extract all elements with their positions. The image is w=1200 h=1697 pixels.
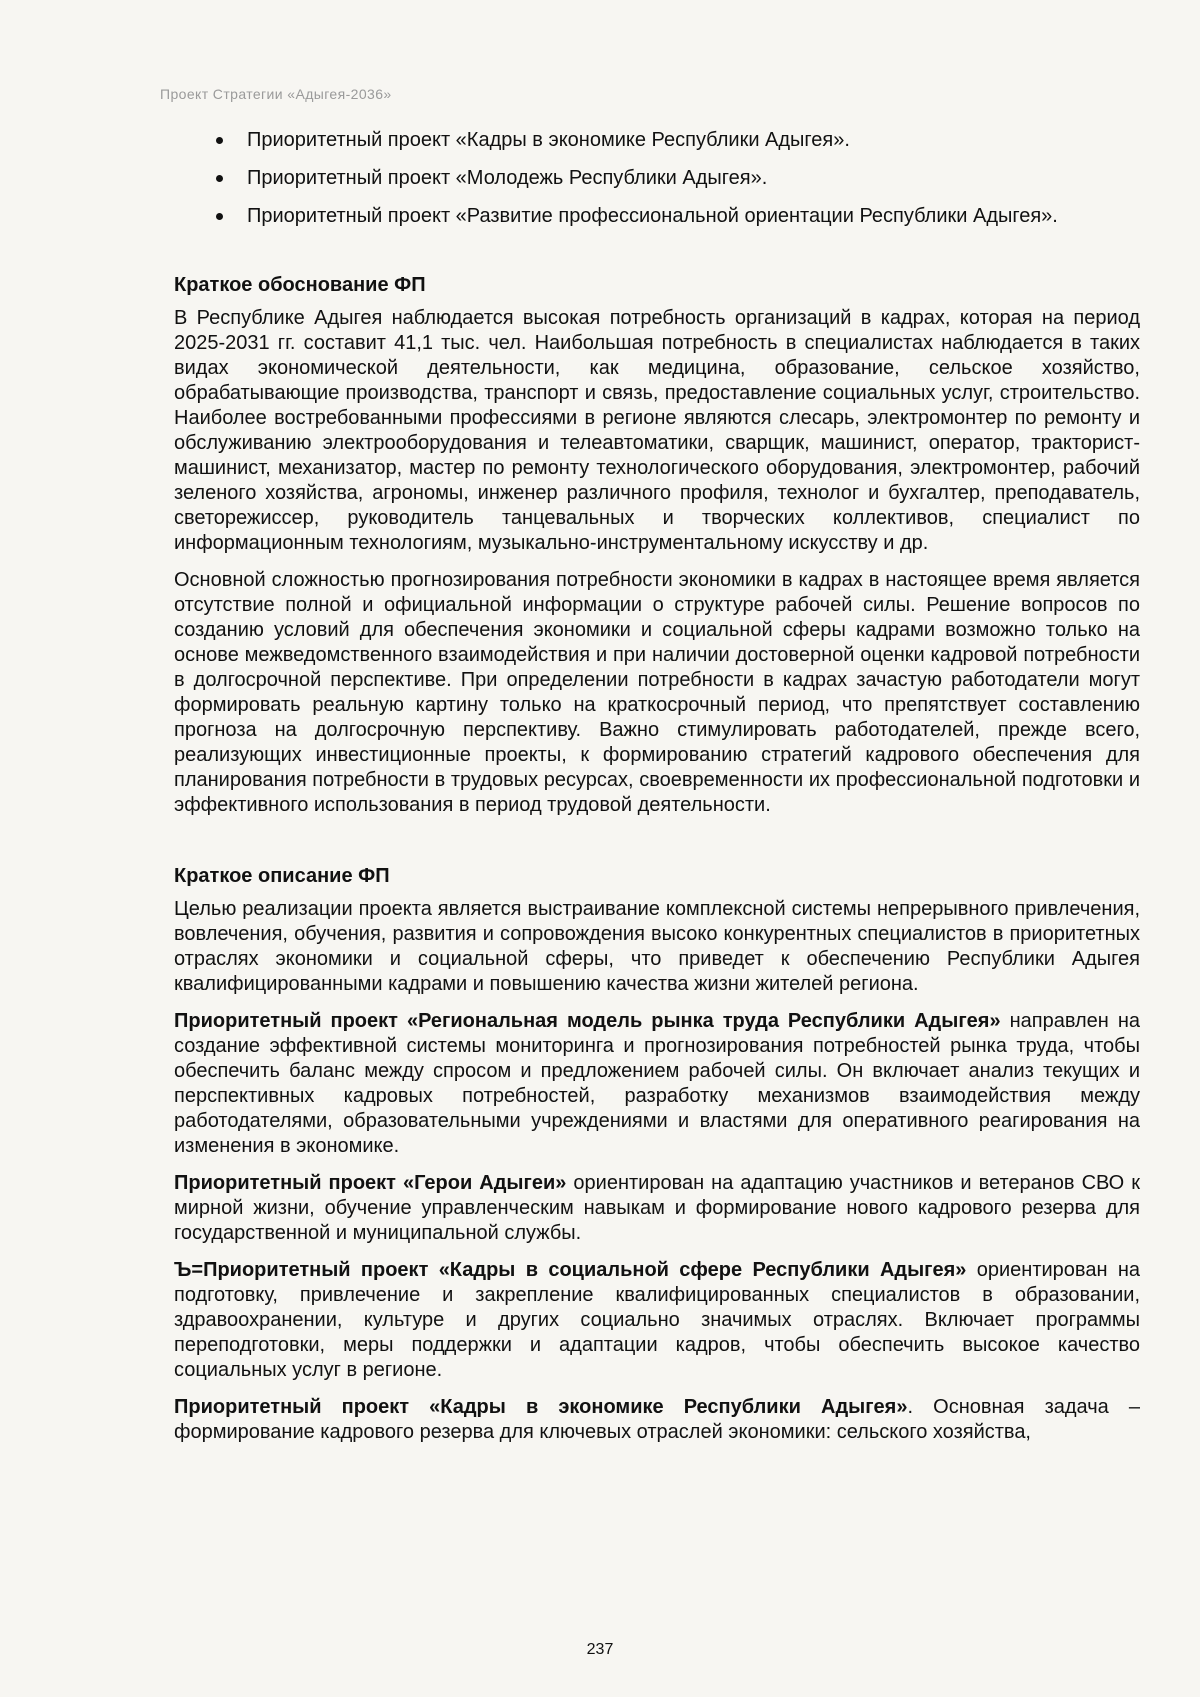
project-paragraph [174, 1258, 1140, 1383]
paragraph: Целью реализации проекта является выстраивание комплексной системы непрерывного привлечения, вовлечения, обучения, развития и сопровождения высоко конкурентных специалистов в приоритетных отраслях экономики и социальной сферы, что приведет к обеспечению Республики Адыгея квалифицированными кадрами и повышению качества жизни жителей региона. [174, 898, 1140, 995]
project-text: направлен на создание эффективной системы мониторинга и прогнозирования потребностей рынка труда, чтобы обеспечить баланс между спросом и предложением рабочей силы. Он включает анализ текущих и перспективных кадровых потребностей, разработку механизмов взаимодействия между работодателями, образовательными учреждениями и властями для оперативного реагирования на изменения в экономике. [174, 1010, 1140, 1157]
list-item-text: Приоритетный проект «Развитие профессиональной ориентации Республики Адыгея». [247, 205, 1058, 227]
project-paragraph [174, 1009, 1140, 1159]
bullet-icon [216, 213, 223, 220]
section-heading-justification: Краткое обоснование ФП [174, 274, 426, 296]
project-paragraph [174, 1395, 1140, 1445]
list-item [174, 204, 1140, 229]
running-header: Проект Стратегии «Адыгея-2036» [160, 86, 392, 102]
project-text: . Основная задача – формирование кадрового резерва для ключевых отраслей экономики: сельского хозяйства, [174, 1396, 1141, 1443]
page-content [174, 128, 1140, 1457]
list-item-text: Приоритетный проект «Кадры в экономике Республики Адыгея». [247, 129, 850, 151]
project-paragraph [174, 1171, 1140, 1246]
paragraph: Основной сложностью прогнозирования потребности экономики в кадрах в настоящее время является отсутствие полной и официальной информации о структуре рабочей силы. Решение вопросов по созданию условий для обеспечения экономики и социальной сферы кадрами возможно только на основе межведомственного взаимодействия и при наличии достоверной оценки кадровой потребности в долгосрочной перспективе. При определении потребности в кадрах зачастую работодатели могут формировать реальную картину только на краткосрочный период, что препятствует составлению прогноза на долгосрочную перспективу. Важно стимулировать работодателей, прежде всего, реализующих инвестиционные проекты, к формированию стратегий кадрового обеспечения для планирования потребности в трудовых ресурсах, своевременности их профессиональной подготовки и эффективного использования в период трудовой деятельности. [174, 569, 1140, 816]
project-title: Приоритетный проект «Региональная модель рынка труда Республики Адыгея» [174, 1010, 1001, 1032]
project-title: Ъ=Приоритетный проект «Кадры в социальной сфере Республики Адыгея» [174, 1259, 967, 1281]
list-item [174, 128, 1140, 153]
list-item-text: Приоритетный проект «Молодежь Республики Адыгея». [247, 167, 768, 189]
paragraph: В Республике Адыгея наблюдается высокая потребность организаций в кадрах, которая на период 2025-2031 гг. составит 41,1 тыс. чел. Наибольшая потребность в специалистах наблюдается в таких видах экономической деятельности, как медицина, образование, сельское хозяйство, обрабатывающие производства, транспорт и связь, предоставление социальных услуг, строительство. Наиболее востребованными профессиями в регионе являются слесарь, электромонтер по ремонту и обслуживанию электрооборудования и телеавтоматики, сварщик, машинист, оператор, тракторист-машинист, механизатор, мастер по ремонту технологического оборудования, электромонтер, рабочий зеленого хозяйства, агрономы, инженер различного профиля, технолог и бухгалтер, преподаватель, светорежиссер, руководитель танцевальных и творческих коллективов, специалист по информационным технологиям, музыкально-инструментальному искусству и др. [174, 307, 1140, 554]
bullet-icon [216, 175, 223, 182]
project-title: Приоритетный проект «Герои Адыгеи» [174, 1172, 567, 1194]
project-title: Приоритетный проект «Кадры в экономике Республики Адыгея» [174, 1396, 908, 1418]
list-item [174, 166, 1140, 191]
page-number: 237 [586, 1641, 614, 1658]
bullet-icon [216, 137, 223, 144]
bullet-list [174, 128, 1140, 229]
project-text: ориентирован на подготовку, привлечение и закрепление квалифицированных специалистов в образовании, здравоохранении, культуре и других социально значимых отраслях. Включает программы переподготовки, меры поддержки и адаптации кадров, чтобы обеспечить высокое качество социальных услуг в регионе. [174, 1259, 1140, 1381]
project-text: ориентирован на адаптацию участников и ветеранов СВО к мирной жизни, обучение управленческим навыкам и формирование нового кадрового резерва для государственной и муниципальной службы. [174, 1172, 1140, 1244]
section-heading-description: Краткое описание ФП [174, 865, 390, 887]
